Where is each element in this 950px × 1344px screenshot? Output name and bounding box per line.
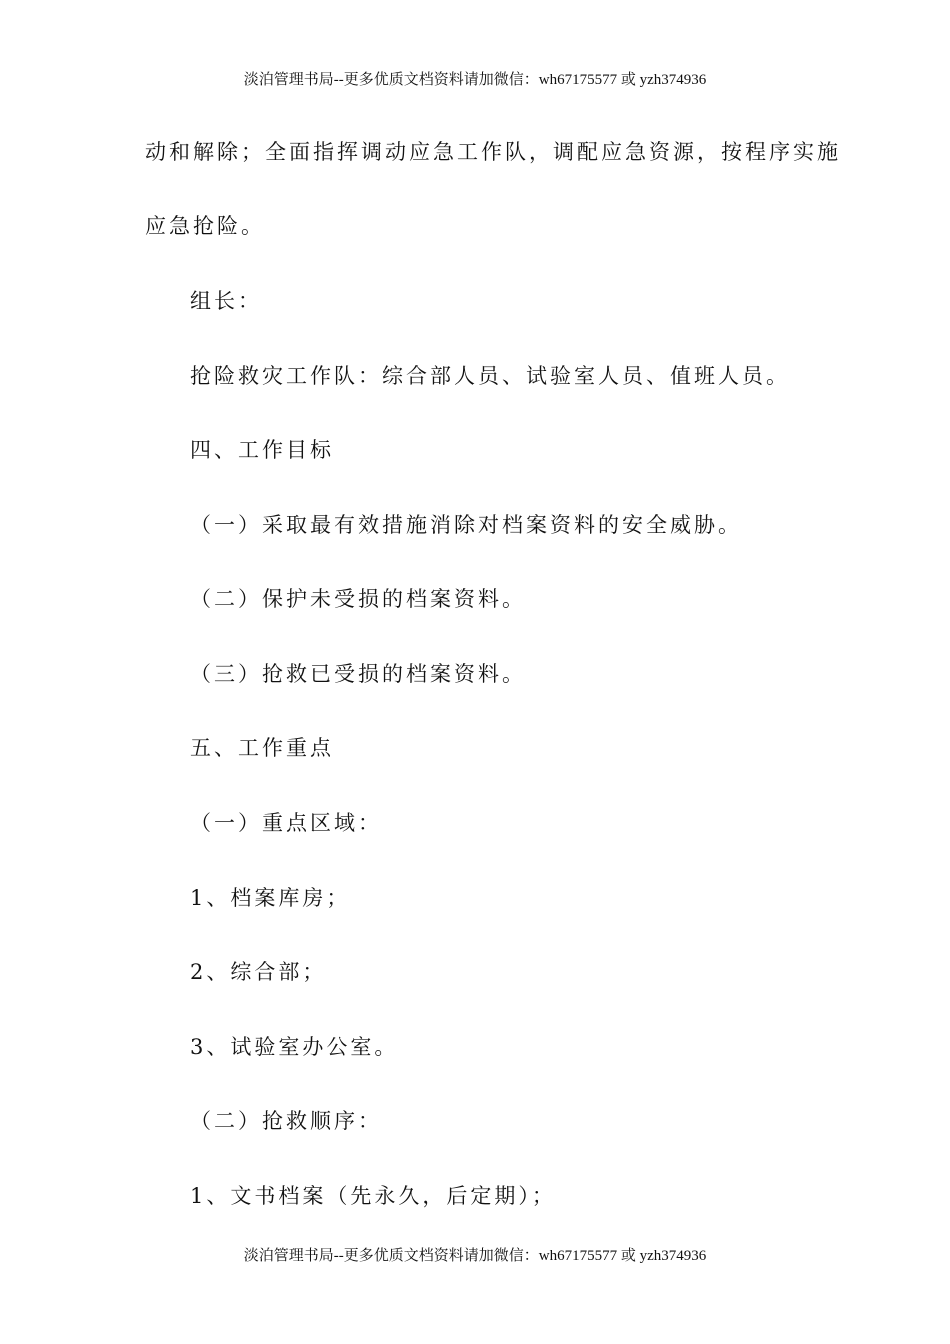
paragraph-continuation: 动和解除；全面指挥调动应急工作队，调配应急资源，按程序实施 [145, 140, 841, 164]
area-item-2: 2、综合部； [190, 960, 327, 984]
goal-item-2: （二）保护未受损的档案资料。 [190, 587, 526, 611]
rescue-team-line: 抢险救灾工作队：综合部人员、试验室人员、值班人员。 [190, 364, 790, 388]
goal-item-1: （一）采取最有效措施消除对档案资料的安全威胁。 [190, 513, 742, 537]
section-heading-goals: 四、工作目标 [190, 438, 334, 462]
paragraph-continuation-end: 应急抢险。 [145, 214, 265, 238]
page-header-watermark: 淡泊管理书局--更多优质文档资料请加微信：wh67175577 或 yzh374936 [243, 72, 707, 88]
team-leader-line: 组长： [190, 289, 262, 313]
order-item-1: 1、文书档案（先永久，后定期）； [190, 1184, 556, 1208]
subheading-rescue-order: （二）抢救顺序： [190, 1109, 382, 1133]
page-footer-watermark: 淡泊管理书局--更多优质文档资料请加微信：wh67175577 或 yzh374936 [243, 1248, 707, 1264]
subheading-key-areas: （一）重点区域： [190, 811, 382, 835]
goal-item-3: （三）抢救已受损的档案资料。 [190, 662, 526, 686]
area-item-1: 1、档案库房； [190, 886, 351, 910]
area-item-3: 3、试验室办公室。 [190, 1035, 399, 1059]
section-heading-priorities: 五、工作重点 [190, 736, 334, 760]
